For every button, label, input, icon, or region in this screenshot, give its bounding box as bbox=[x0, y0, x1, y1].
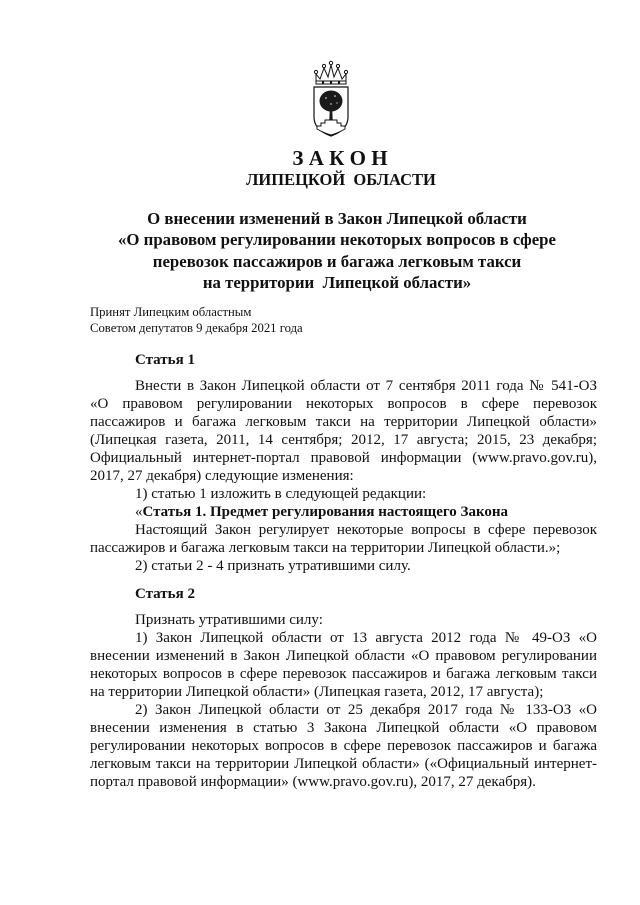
text-line: 1) статью 1 изложить в следующей редакции: bbox=[135, 486, 427, 502]
quoted-heading-text: Статья 1. Предмет регулирования настоящего Закона bbox=[142, 504, 509, 520]
issuing-region: ЛИПЕЦКОЙ ОБЛАСТИ bbox=[246, 170, 436, 189]
text-line: легковым такси на территории Липецкой области» («Официальный интернет- bbox=[90, 756, 597, 772]
text-line: пассажиров и багажа легковым такси на территории Липецкой области.»; bbox=[90, 540, 561, 556]
text-line: портал правовой информации» (www.pravo.gov.ru), 2017, 27 декабря). bbox=[90, 774, 536, 790]
text-line: 2) Закон Липецкой области от 25 декабря 2017 года № 133-ОЗ «О bbox=[135, 702, 597, 718]
document-type: З А К О Н bbox=[292, 146, 388, 170]
law-title-line: «О правовом регулировании некоторых вопросов в сфере bbox=[118, 230, 556, 250]
paragraph bbox=[90, 521, 597, 557]
adoption-line: Советом депутатов 9 декабря 2021 года bbox=[90, 321, 303, 335]
text-line: пассажиров и багажа легковым такси на территории Липецкой области» bbox=[90, 414, 597, 430]
text-line: регулировании некоторых вопросов в сфере перевозок пассажиров и багажа bbox=[90, 738, 597, 754]
text-line: «О правовом регулировании некоторых вопросов в сфере перевозок bbox=[90, 396, 597, 412]
opening-quote: « bbox=[135, 504, 143, 520]
text-line: некоторых вопросов в сфере перевозок пассажиров и багажа легковым такси bbox=[90, 666, 597, 682]
law-title-line: на территории Липецкой области» bbox=[202, 272, 472, 292]
crown-icon bbox=[314, 61, 347, 84]
text-line: 2) статьи 2 - 4 признать утратившими силу. bbox=[135, 558, 411, 574]
text-line: внесении изменения в статью 3 Закона Липецкой области «О правовом bbox=[90, 720, 597, 736]
text-line bbox=[90, 503, 597, 521]
law-title bbox=[90, 208, 584, 293]
text-line: на территории Липецкой области» (Липецкая газета, 2012, 17 августа); bbox=[90, 684, 544, 700]
paragraph bbox=[90, 701, 597, 791]
text-line: внесении изменений в Закон Липецкой области «О правовом регулировании bbox=[90, 648, 597, 664]
text-line: Внести в Закон Липецкой области от 7 сентября 2011 года № 541-ОЗ bbox=[135, 378, 597, 394]
text-line: (Липецкая газета, 2011, 14 сентября; 2012, 17 августа; 2015, 23 декабря; bbox=[90, 432, 597, 448]
law-title-line: перевозок пассажиров и багажа легковым такси bbox=[152, 251, 522, 271]
article-2-heading: Статья 2 bbox=[135, 586, 195, 602]
law-title-line: О внесении изменений в Закон Липецкой области bbox=[147, 209, 527, 228]
paragraph bbox=[90, 377, 597, 485]
text-line: Настоящий Закон регулирует некоторые вопросы в сфере перевозок bbox=[135, 522, 597, 538]
paragraph bbox=[90, 629, 597, 701]
coat-of-arms-drawing bbox=[311, 60, 351, 138]
lipetsk-coat-of-arms-icon bbox=[311, 60, 351, 138]
quoted-article-heading bbox=[90, 503, 597, 521]
paragraph bbox=[90, 611, 597, 629]
paragraph bbox=[90, 485, 597, 503]
adoption-line: Принят Липецким областным bbox=[90, 305, 252, 319]
text-line: Официальный интернет-портал правовой информации (www.pravo.gov.ru), bbox=[90, 450, 597, 466]
paragraph bbox=[90, 557, 597, 575]
adoption-note bbox=[90, 304, 303, 336]
text-line: 1) Закон Липецкой области от 13 августа 2012 года № 49-ОЗ «О bbox=[135, 630, 597, 646]
article-1-body bbox=[90, 377, 597, 575]
text-line: 2017, 27 декабря) следующие изменения: bbox=[90, 468, 354, 484]
text-line: Признать утратившими силу: bbox=[135, 612, 323, 628]
article-1-heading: Статья 1 bbox=[135, 352, 195, 368]
article-2-body bbox=[90, 611, 597, 791]
